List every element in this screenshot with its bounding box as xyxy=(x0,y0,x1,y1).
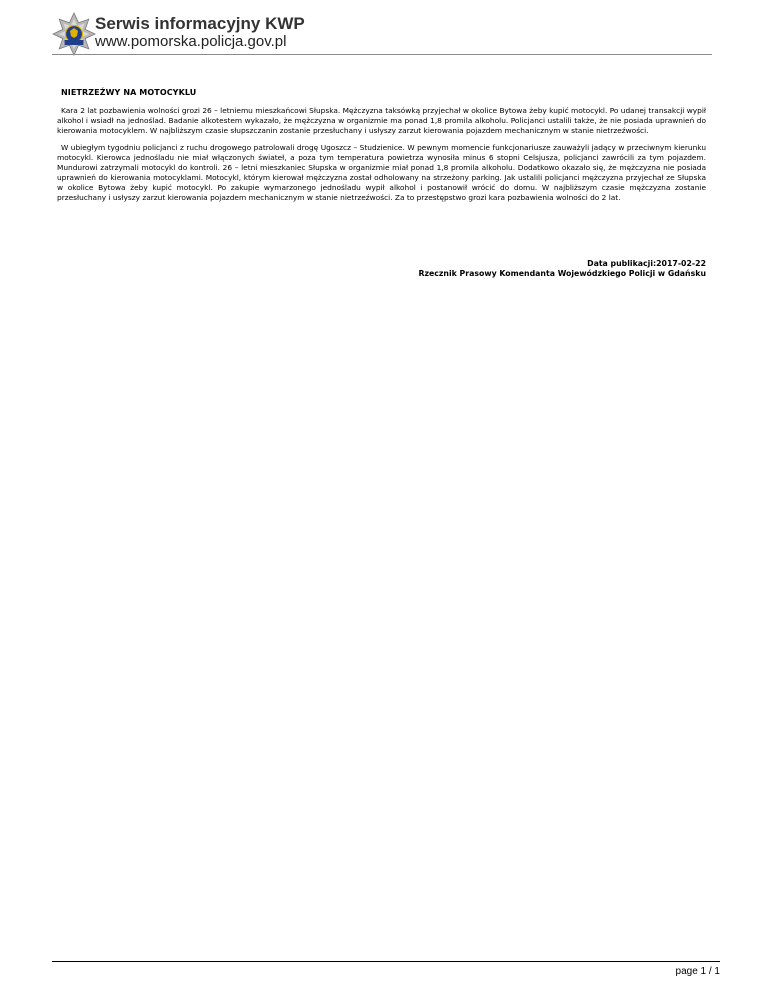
publication-author: Rzecznik Prasowy Komendanta Wojewódzkiego Policji w Gdańsku xyxy=(418,269,706,278)
footer-divider xyxy=(52,961,720,962)
header-divider xyxy=(52,54,712,55)
publication-date: Data publikacji:2017-02-22 xyxy=(587,259,706,268)
site-title: Serwis informacyjny KWP xyxy=(95,14,305,33)
police-star-badge-icon xyxy=(52,12,96,56)
article-paragraph: W ubiegłym tygodniu policjanci z ruchu drogowego patrolowali drogę Ugoszcz – Studzienice. W pewnym momencie funkcjonariusze zauważyli jadący w przeciwnym kierunku motocykl. Kierowca jednośladu nie miał włączonych świateł, a poza tym temperatura powietrza wynosiła minus 6 stopni Celsjusza, policjanci zawrócili za tym pojazdem. Mundurowi zatrzymali motocykl do kontroli. 26 – letni mieszkaniec Słupska w organizmie miał ponad 1,8 promila alkoholu. Dodatkowo okazało się, że mężczyzna nie posiada uprawnień do kierowania motocyklami. Motocykl, którym kierował mężczyzna został odholowany na strzeżony parking. Jak ustalili policjanci mężczyzna przyjechał ze Słupska w okolice Bytowa żeby kupić motocykl. Po zakupie wymarzonego jednośladu wypił alkohol i postanowił wrócić do domu. W najbliższym czasie mężczyzna zostanie przesłuchany i usłyszy zarzut kierowania pojazdem mechanicznym w stanie nietrzeźwości. Za to przestępstwo grozi kara pozbawienia wolności do 2 lat. xyxy=(57,143,706,202)
article-title: NIETRZEŹWY NA MOTOCYKLU xyxy=(61,88,197,97)
article xyxy=(57,88,706,210)
page-header xyxy=(52,12,712,56)
site-url: www.pomorska.policja.gov.pl xyxy=(95,33,287,50)
article-paragraph: Kara 2 lat pozbawienia wolności grozi 26 – letniemu mieszkańcowi Słupska. Mężczyzna taksówką przyjechał w okolice Bytowa żeby kupić motocykl. Po udanej transakcji wypił alkohol i wsiadł na jednoślad. Badanie alkotestem wykazało, że mężczyzna w organizmie ma ponad 1,8 promila alkoholu. Policjanci ustalili także, że nie posiada uprawnień do kierowania motocyklem. W najbliższym czasie słupszczanin zostanie przesłuchany i usłyszy zarzut kierowania pojazdem mechanicznym w stanie nietrzeźwości. xyxy=(57,106,706,135)
publication-meta xyxy=(418,259,706,279)
page-number: page 1 / 1 xyxy=(675,966,720,977)
